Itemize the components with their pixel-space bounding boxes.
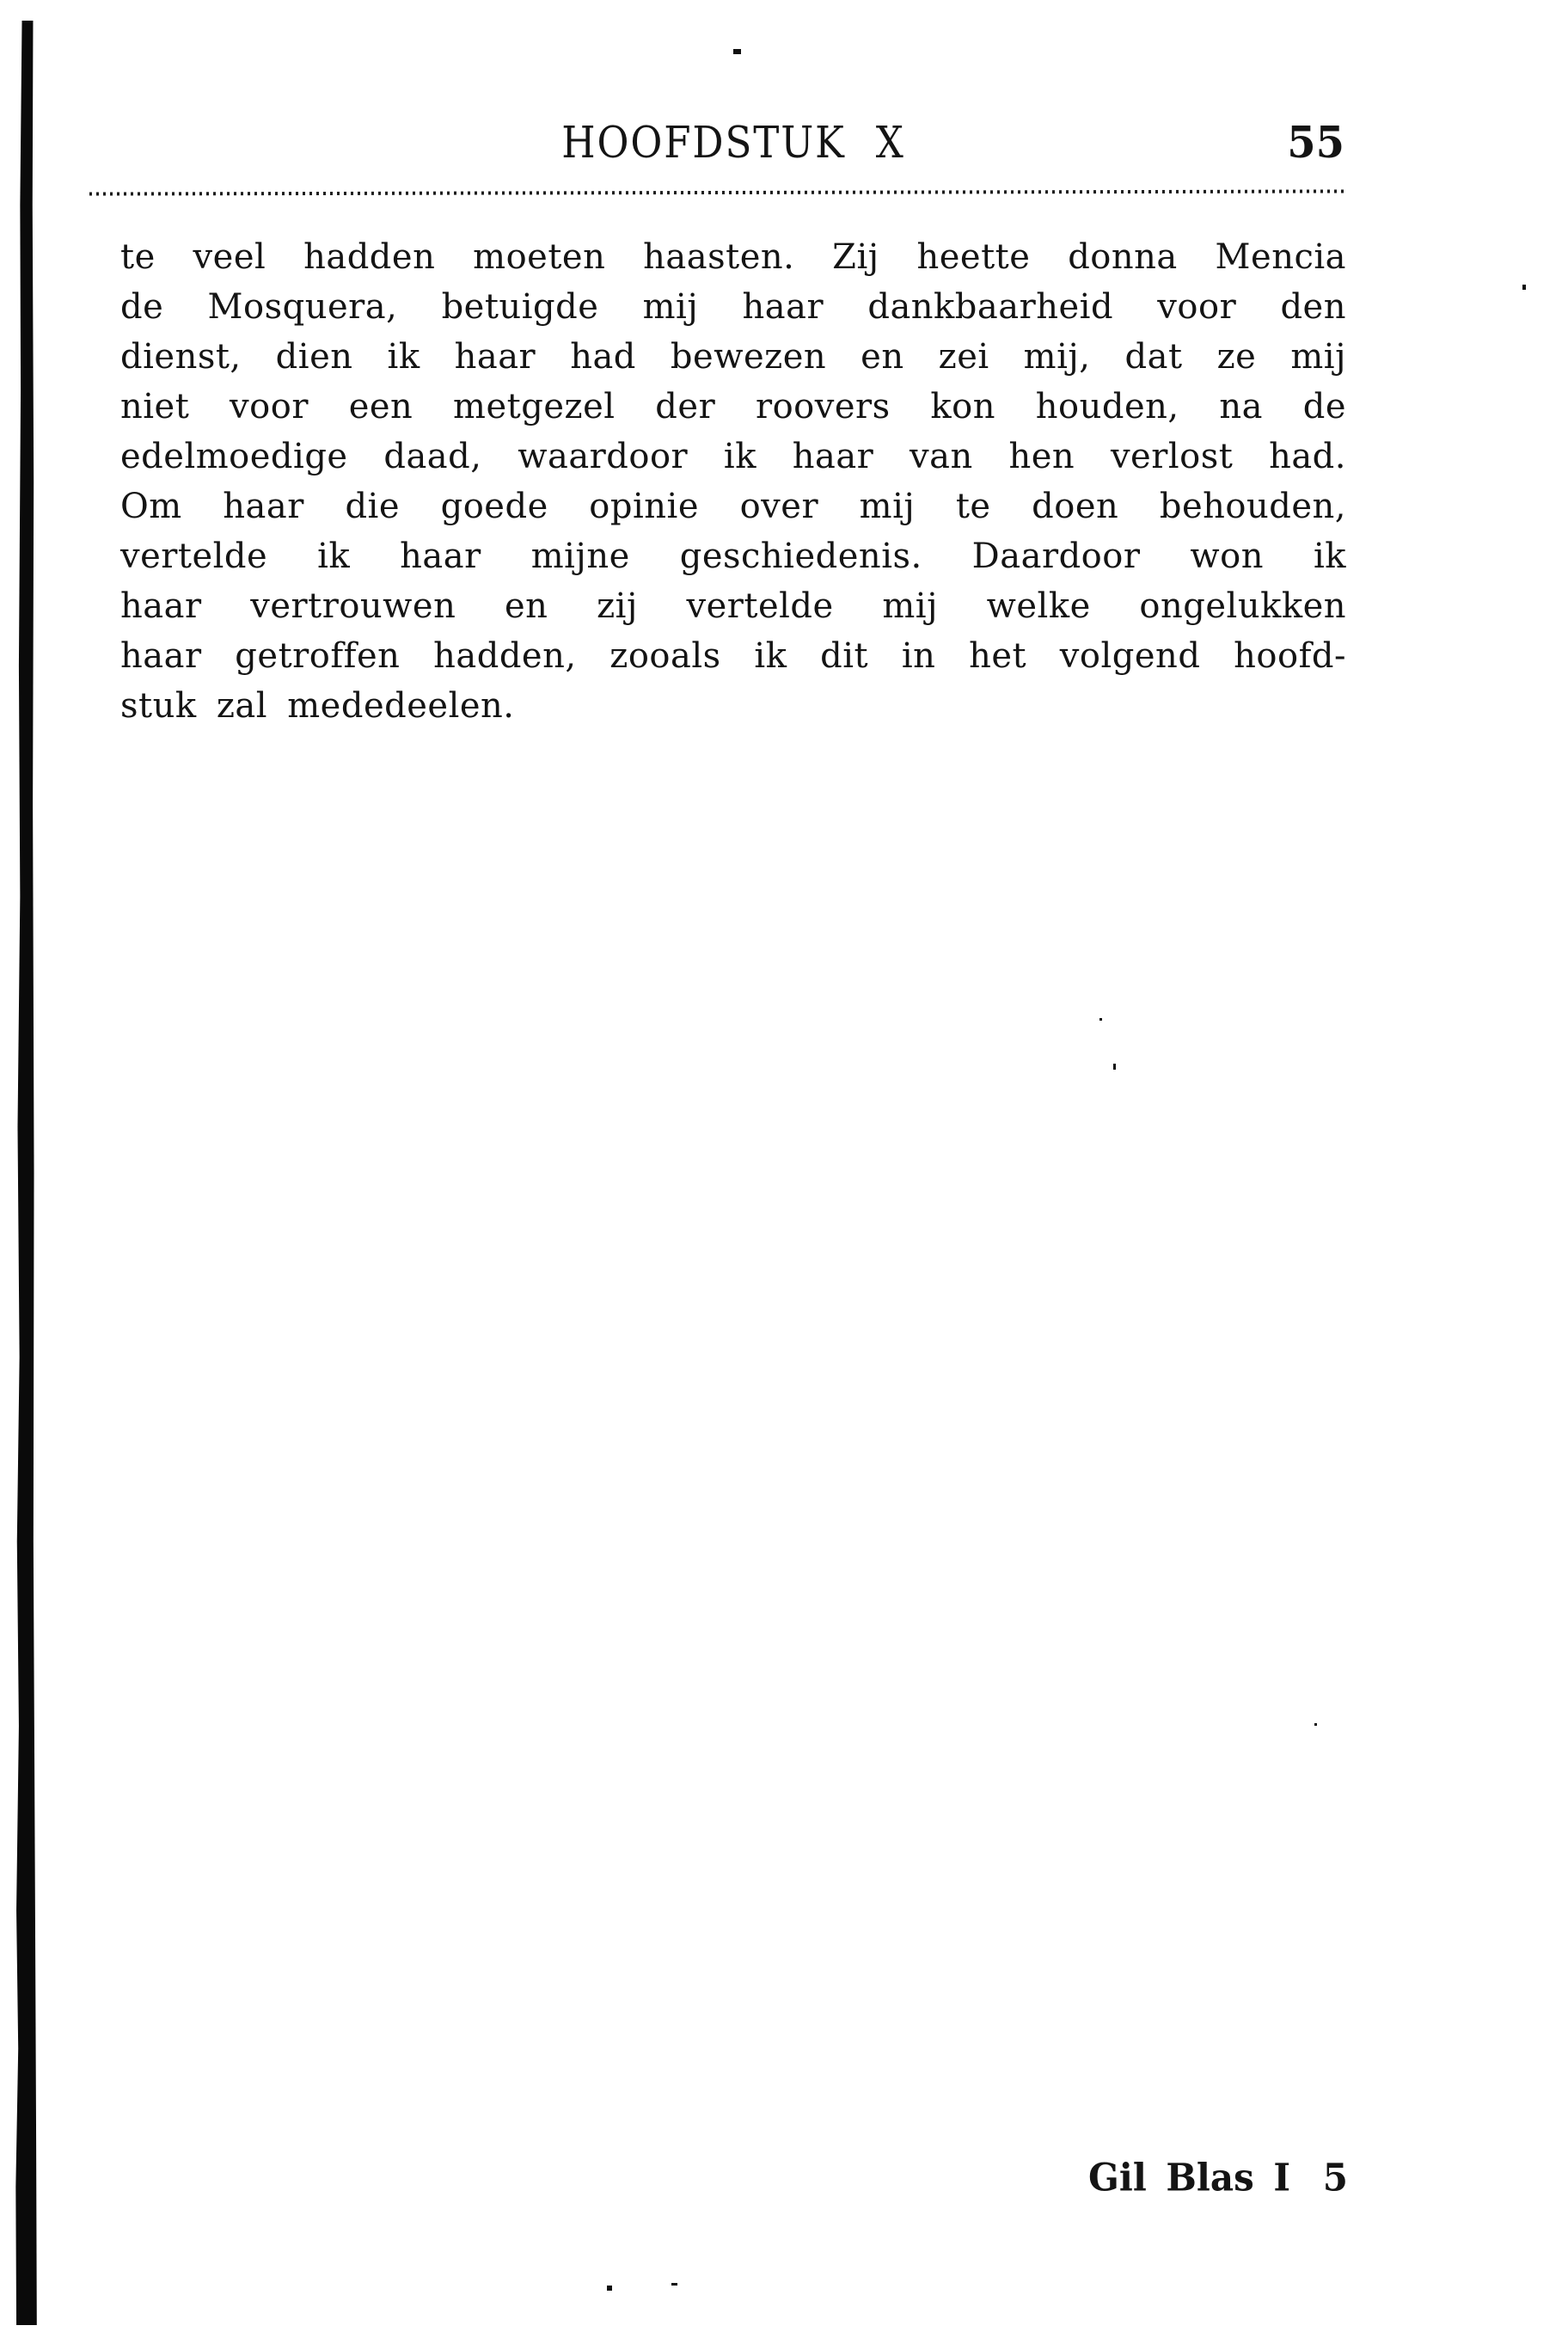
text-line: edelmoedige daad, waardoor ik haar van hen verlost had. xyxy=(120,437,1346,476)
body-paragraph xyxy=(120,232,1346,731)
scan-speck xyxy=(1314,1723,1317,1726)
scan-speck xyxy=(1113,1064,1116,1070)
text-line: de Mosquera, betuigde mij haar dankbaarheid voor den xyxy=(120,287,1346,327)
text-line: niet voor een metgezel der roovers kon houden, na de xyxy=(120,387,1346,426)
text-line: stuk zal mededeelen. xyxy=(120,686,515,726)
printer-signature xyxy=(1088,2156,1348,2200)
scan-speck xyxy=(1522,285,1526,290)
chapter-heading: HOOFDSTUK X xyxy=(561,117,905,169)
scan-speck xyxy=(733,49,741,54)
text-line: haar getroffen hadden, zooals ik dit in het volgend hoofd- xyxy=(120,636,1346,676)
text-line: haar vertrouwen en zij vertelde mij welke ongelukken xyxy=(120,586,1346,626)
page-header xyxy=(120,119,1346,170)
text-line: dienst, dien ik haar had bewezen en zei mij, dat ze mij xyxy=(120,337,1346,377)
scan-speck xyxy=(1099,1018,1102,1021)
page-number: 55 xyxy=(1287,117,1344,169)
scan-speck xyxy=(607,2286,612,2291)
scan-speck xyxy=(671,2283,677,2286)
volume-number: 5 xyxy=(1322,2156,1348,2200)
text-line: Om haar die goede opinie over mij te doen behouden, xyxy=(120,487,1346,526)
text-line: vertelde ik haar mijne geschiedenis. Daardoor won ik xyxy=(120,537,1346,576)
text-line: te veel hadden moeten haasten. Zij heette donna Mencia xyxy=(120,237,1346,277)
binding-edge-bar xyxy=(12,21,43,2325)
signature-text: Gil Blas I xyxy=(1088,2156,1290,2200)
dotted-rule xyxy=(89,189,1348,195)
